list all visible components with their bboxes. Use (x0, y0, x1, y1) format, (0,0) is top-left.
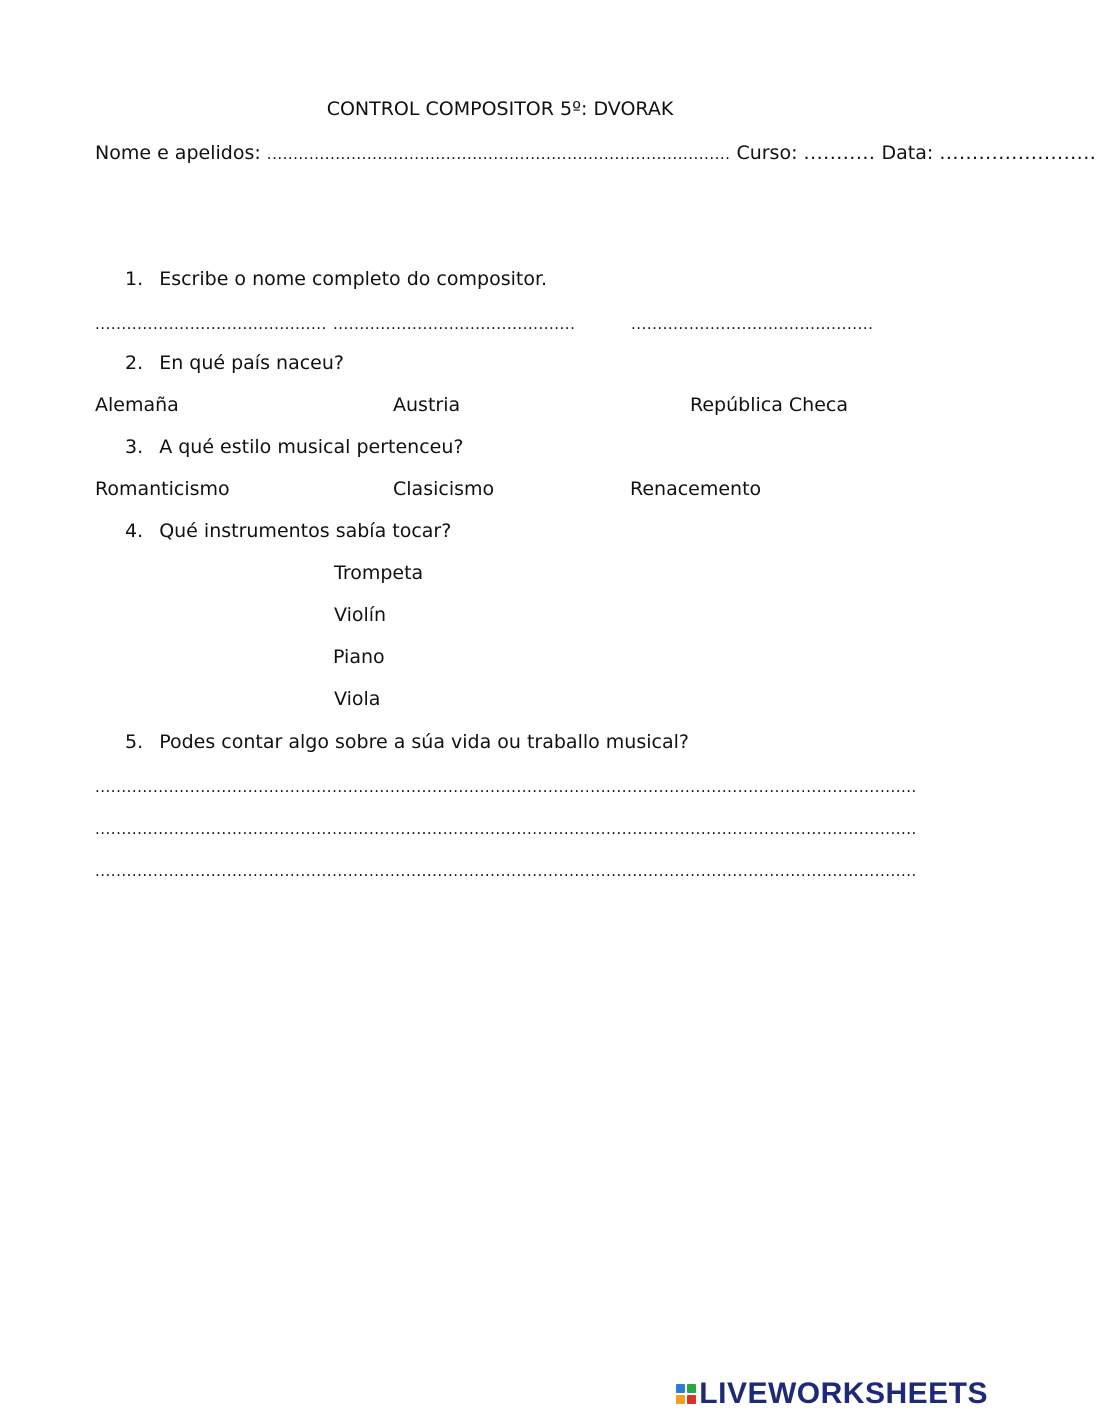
question-text: Escribe o nome completo do compositor. (159, 268, 548, 290)
name-field[interactable]: ........................................................................................ (266, 145, 731, 163)
course-field[interactable]: ........... (803, 142, 876, 164)
question-number: 2. (125, 352, 144, 374)
question-number: 5. (125, 731, 144, 753)
question-5 (125, 733, 689, 752)
question-text: A qué estilo musical pertenceu? (159, 436, 464, 458)
logo-tile (687, 1395, 696, 1404)
question-number: 3. (125, 436, 144, 458)
date-label: Data: (881, 142, 934, 164)
question-text: Podes contar algo sobre a súa vida ou traballo musical? (159, 731, 689, 753)
course-label: Curso: (736, 142, 798, 164)
date-field[interactable]: ........................ (939, 142, 1096, 164)
question-text: Qué instrumentos sabía tocar? (159, 520, 452, 542)
name-label: Nome e apelidos: (95, 142, 261, 164)
answer-line-3[interactable]: ............................................................................................................................................................ (95, 862, 917, 880)
logo-tile (676, 1395, 685, 1404)
answer-blank-1[interactable]: ............................................ (95, 315, 327, 333)
option-renacemento[interactable]: Renacemento (630, 478, 762, 500)
answer-blank-3[interactable]: .............................................. (631, 315, 874, 333)
logo-tile (687, 1384, 696, 1393)
answer-line-1[interactable]: ............................................................................................................................................................ (95, 778, 917, 796)
option-clasicismo[interactable]: Clasicismo (393, 478, 495, 500)
question-text: En qué país naceu? (159, 352, 344, 374)
logo-tiles-icon (676, 1384, 696, 1404)
option-republica-checa[interactable]: República Checa (690, 394, 848, 416)
answer-blank-2[interactable]: .............................................. (333, 315, 576, 333)
question-1 (125, 270, 547, 289)
question-number: 1. (125, 268, 144, 290)
option-viola[interactable]: Viola (334, 688, 381, 710)
answer-line-2[interactable]: ............................................................................................................................................................ (95, 820, 917, 838)
header-fields (95, 144, 1096, 163)
option-austria[interactable]: Austria (393, 394, 461, 416)
option-violin[interactable]: Violín (334, 604, 387, 626)
option-piano[interactable]: Piano (333, 646, 385, 668)
question-2 (125, 354, 344, 373)
question-3 (125, 438, 463, 457)
liveworksheets-logo (676, 1377, 988, 1411)
question-number: 4. (125, 520, 144, 542)
option-alemana[interactable]: Alemaña (95, 394, 179, 416)
option-trompeta[interactable]: Trompeta (334, 562, 424, 584)
page-title: CONTROL COMPOSITOR 5º: DVORAK (326, 98, 674, 120)
option-romanticismo[interactable]: Romanticismo (95, 478, 230, 500)
question-4 (125, 522, 451, 541)
logo-text: LIVEWORKSHEETS (699, 1377, 988, 1410)
logo-tile (676, 1384, 685, 1393)
